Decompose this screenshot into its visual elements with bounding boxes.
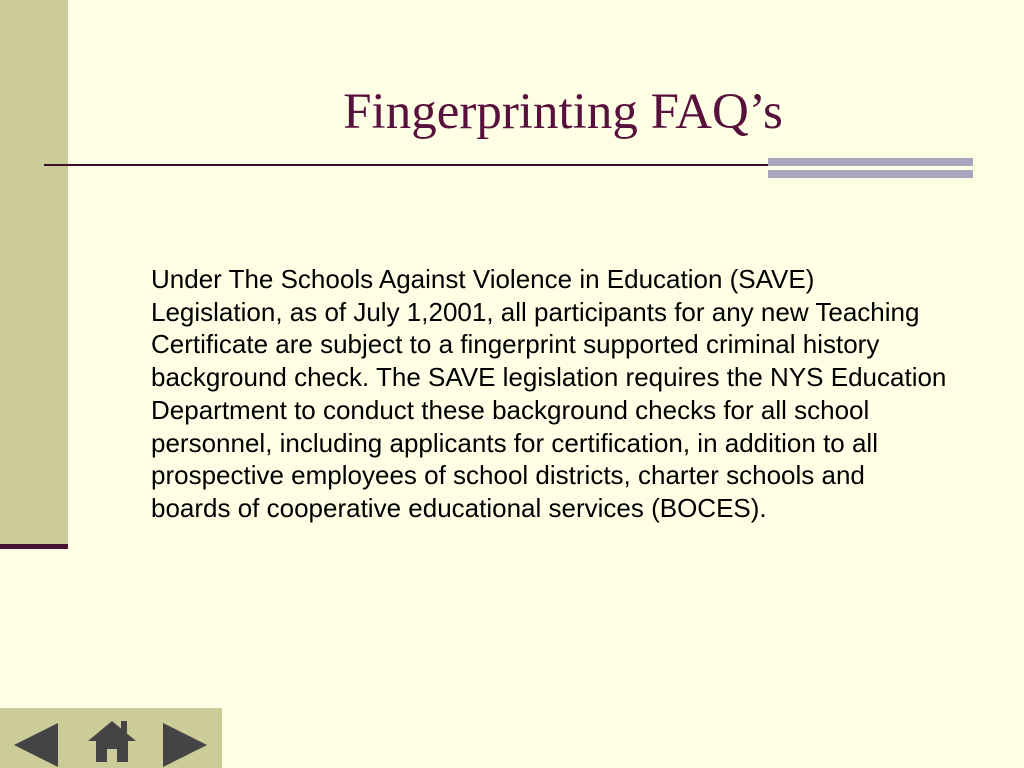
- slide-navigation: [0, 708, 222, 768]
- left-accent-line: [0, 544, 68, 549]
- home-slide-button[interactable]: [74, 708, 148, 768]
- next-slide-button[interactable]: [148, 708, 222, 768]
- arrow-right-icon: [148, 708, 222, 768]
- left-sidebar-bar: [0, 0, 68, 545]
- title-accent-bars: [768, 158, 973, 179]
- house-icon: [74, 708, 148, 768]
- title-accent-bar-bottom: [768, 170, 973, 178]
- slide-title: Fingerprinting FAQ’s: [343, 84, 783, 140]
- arrow-left-icon: [0, 708, 74, 768]
- title-accent-bar-top: [768, 158, 973, 166]
- slide-body-text: Under The Schools Against Violence in Education (SAVE) Legislation, as of July 1,2001, all participants for any new Teaching Certificate are subject to a fingerprint supported criminal history background check. The SAVE legislation requires the NYS Education Department to conduct these background checks for all school personnel, including applicants for certification, in addition to all prospective employees of school districts, charter schools and boards of cooperative educational services (BOCES).: [151, 264, 947, 523]
- title-underline: [44, 164, 768, 166]
- previous-slide-button[interactable]: [0, 708, 74, 768]
